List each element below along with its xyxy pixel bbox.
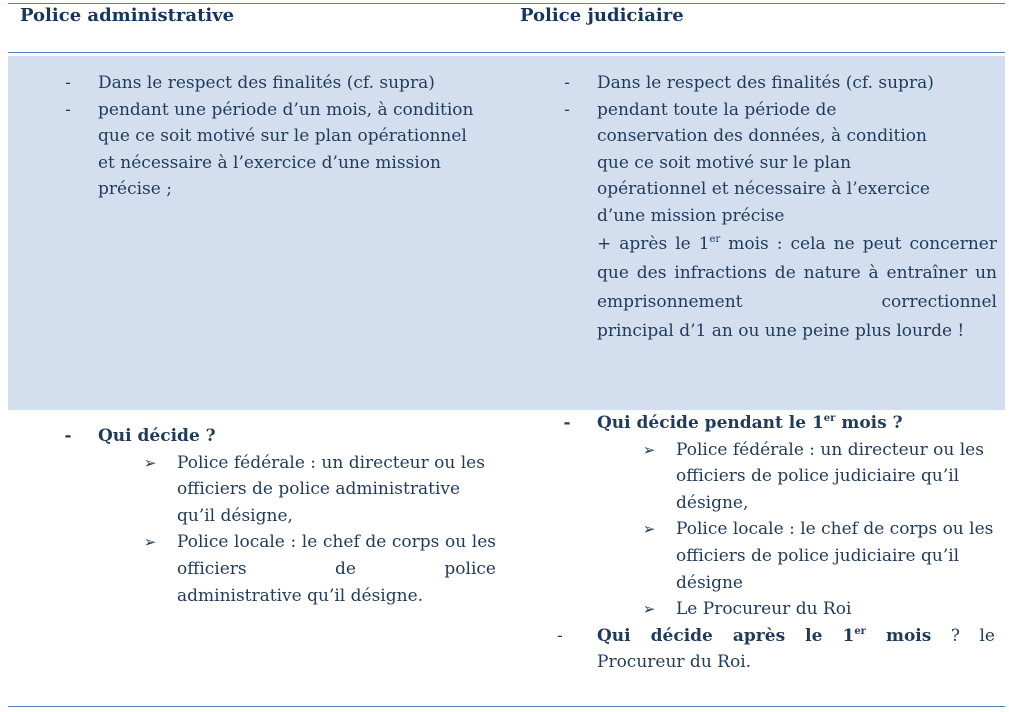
dash-bullet: - [557,625,563,646]
arrow-bullet-icon: ➢ [143,453,157,472]
row1-left-cell [65,70,488,203]
dash-bullet: - [563,413,571,433]
dash-bullet: - [564,99,570,120]
superscript: er [823,413,836,424]
superscript: er [709,233,721,245]
sub-item [143,529,496,609]
table-top-border [8,3,1005,4]
question-text: Qui décide pendant le 1 [597,413,824,433]
question-text: Qui décide après le 1 [597,625,855,646]
sub-item-text: Le Procureur du Roi [676,599,852,620]
column-header-left: Police administrative [20,5,235,26]
sub-item-text: Police fédérale : un directeur ou les officiers de police administrative qu’il désigne, [177,452,485,526]
sub-item-text: Police locale : le chef de corps ou les officiers de police judiciaire qu’il désigne [676,519,994,593]
list-item-text: Dans le respect des finalités (cf. supra) [597,73,934,93]
list-item [65,97,488,203]
row1-right-cell [564,70,997,346]
arrow-bullet-icon: ➢ [642,520,656,539]
sub-item-text: Police locale : le chef de corps ou les officiers de police [177,532,496,579]
condition-paragraph-end: principal d’1 an ou une peine plus lourde ! [597,320,965,341]
answer-text-end: Procureur du Roi. [597,652,752,673]
table-bottom-border [8,706,1005,707]
question-text-end: mois [865,625,932,646]
list-item-text: pendant toute la période de conservation des données, à condition que ce soit motivé sur le plan opérationnel et nécessaire à l’exercice d’une mission précise [597,99,930,226]
list-item-text: pendant une période d’un mois, à condition que ce soit motivé sur le plan opérationnel et nécessaire à l’exercice d’une mission précise ; [98,99,474,200]
condition-paragraph [597,230,997,317]
superscript: er [854,625,866,637]
sub-item [642,437,995,517]
question-item [557,623,995,650]
sub-item-text-end: administrative qu’il désigne. [177,585,424,606]
arrow-bullet-icon: ➢ [642,440,656,459]
dash-bullet: - [64,426,72,446]
list-item-text: Dans le respect des finalités (cf. supra) [98,73,435,93]
question-item [64,423,496,450]
answer-text: ? le [931,625,995,646]
header-bottom-border [8,52,1005,53]
row2-left-cell [64,423,496,609]
dash-bullet: - [65,73,71,93]
dash-bullet: - [65,99,71,120]
arrow-bullet-icon: ➢ [642,600,656,619]
sub-item [143,450,496,530]
question-item [563,410,995,437]
arrow-bullet-icon: ➢ [143,533,157,552]
condition-text: mois : cela ne peut concerner que des infractions de nature à entraîner un emprisonnement correctionnel [597,233,997,312]
sub-item [642,596,995,623]
sub-item [642,516,995,596]
list-item [564,70,997,97]
row2-right-cell [557,410,995,676]
column-header-right: Police judiciaire [520,5,684,26]
question-text: Qui décide ? [98,426,216,446]
sub-item-text: Police fédérale : un directeur ou les officiers de police judiciaire qu’il désigne, [676,439,984,513]
list-item [65,70,488,97]
list-item [564,97,947,230]
condition-prefix: + après le 1 [597,233,710,254]
question-text-end: mois ? [835,413,903,433]
dash-bullet: - [564,73,570,93]
